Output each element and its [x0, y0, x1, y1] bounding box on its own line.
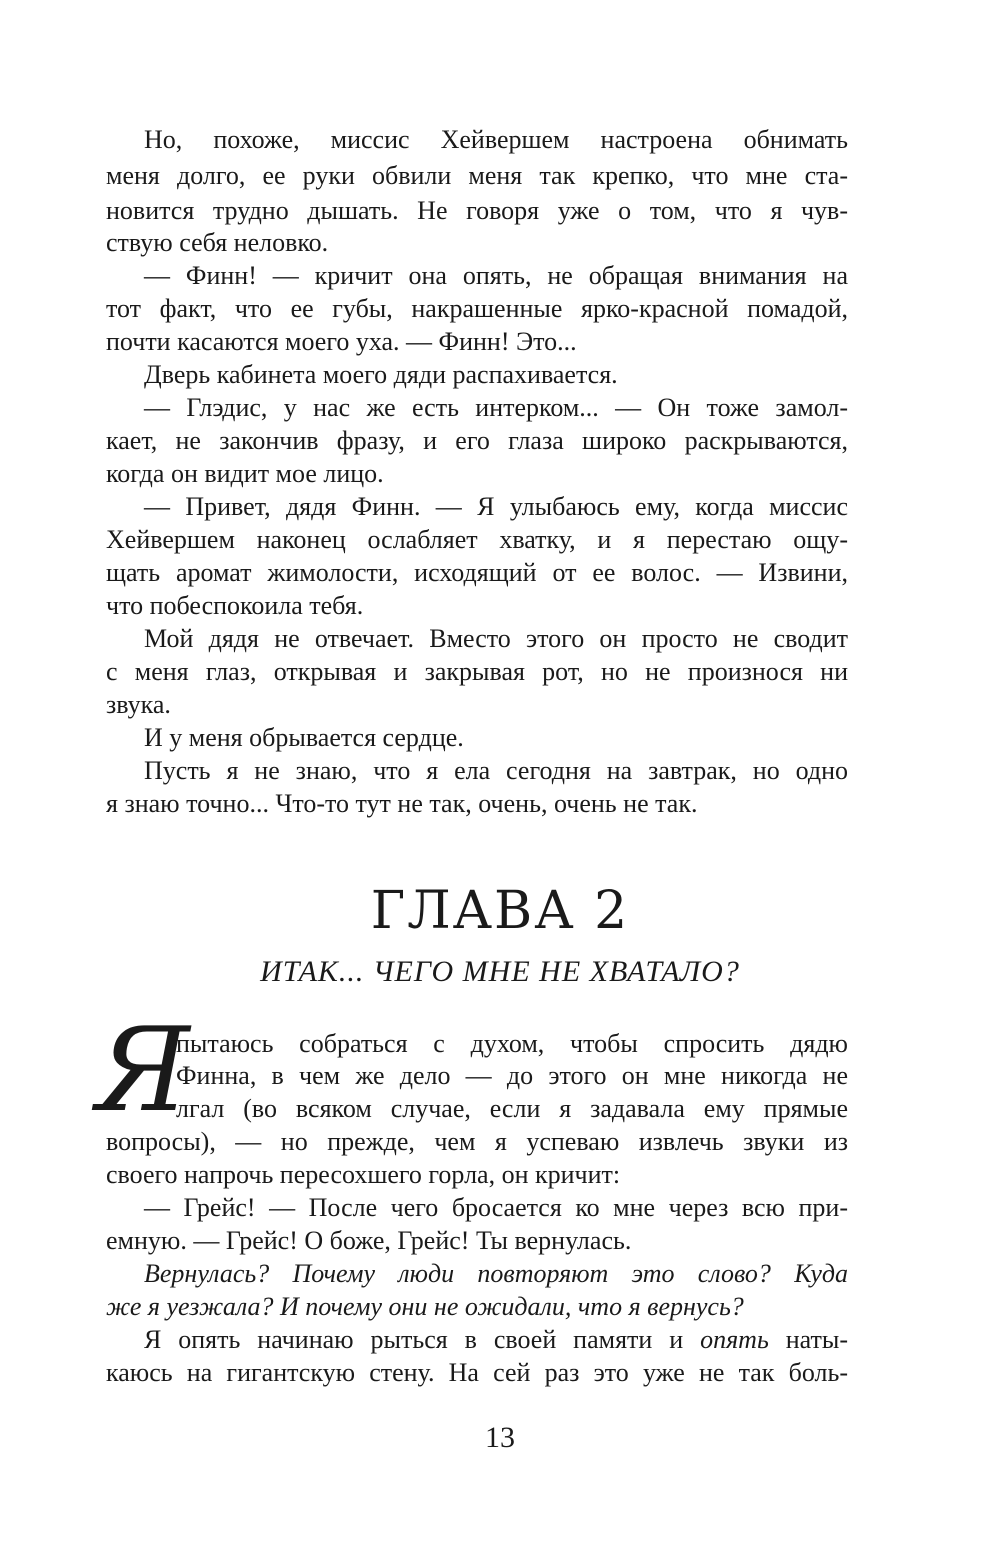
- text-line: новится трудно дышать. Не говоря уже о том, что я чув-: [106, 196, 848, 225]
- text-line: звука.: [106, 690, 171, 719]
- text-line: своего напрочь пересохшего горла, он кричит:: [106, 1160, 621, 1189]
- text-line: почти касаются моего уха. — Финн! Это...: [106, 327, 577, 356]
- text-line: — Привет, дядя Финн. — Я улыбаюсь ему, когда миссис: [144, 492, 848, 521]
- text-line: же я уезжала? И почему они не ожидали, что я вернусь?: [106, 1292, 744, 1321]
- text-span: наты-: [768, 1325, 848, 1354]
- text-line: я знаю точно... Что-то тут не так, очень, очень не так.: [106, 789, 698, 818]
- drop-cap: Я: [96, 1003, 190, 1138]
- emphasis-span: опять: [700, 1325, 769, 1354]
- text-line: Мой дядя не отвечает. Вместо этого он просто не сводит: [144, 624, 848, 653]
- text-line: тот факт, что ее губы, накрашенные ярко-красной помадой,: [106, 294, 848, 323]
- text-line: И у меня обрывается сердце.: [144, 723, 464, 752]
- text-line: когда он видит мое лицо.: [106, 459, 384, 488]
- text-line: — Грейс! — После чего бросается ко мне через всю при-: [144, 1193, 848, 1222]
- page-number: 13: [485, 1421, 515, 1454]
- text-line: меня долго, ее руки обвили меня так крепко, что мне ста-: [106, 161, 848, 190]
- chapter-title: ГЛАВА 2: [370, 881, 630, 941]
- text-span: Я опять начинаю рыться в своей памяти и: [144, 1325, 701, 1354]
- text-line: Но, похоже, миссис Хейвершем настроена обнимать: [144, 125, 848, 154]
- text-line: что побеспокоила тебя.: [106, 591, 364, 620]
- text-line: каюсь на гигантскую стену. На сей раз это уже не так боль-: [106, 1358, 848, 1387]
- text-line: Дверь кабинета моего дяди распахивается.: [144, 360, 618, 389]
- chapter-subtitle: ИТАК... ЧЕГО МНЕ НЕ ХВАТАЛО?: [260, 955, 740, 988]
- text-line: пытаюсь собраться с духом, чтобы спросить дядю: [176, 1029, 848, 1058]
- text-line: Хейвершем наконец ослабляет хватку, и я перестаю ощу-: [106, 525, 848, 554]
- text-line: кает, не закончив фразу, и его глаза широко раскрываются,: [106, 426, 848, 455]
- text-line: с меня глаз, открывая и закрывая рот, но не произнося ни: [106, 657, 848, 686]
- text-line: Пусть я не знаю, что я ела сегодня на завтрак, но одно: [144, 756, 848, 785]
- text-line: емную. — Грейс! О боже, Грейс! Ты вернулась.: [106, 1226, 632, 1255]
- text-line: [144, 1324, 848, 1356]
- text-line: вопросы), — но прежде, чем я успеваю извлечь звуки из: [106, 1127, 848, 1156]
- text-line: — Финн! — кричит она опять, не обращая внимания на: [144, 261, 848, 290]
- text-line: — Глэдис, у нас же есть интерком... — Он тоже замол-: [144, 393, 848, 422]
- text-line: щать аромат жимолости, исходящий от ее волос. — Извини,: [106, 558, 848, 587]
- text-line: лгал (во всяком случае, если я задавала ему прямые: [176, 1094, 848, 1123]
- text-line: Финна, в чем же дело — до этого он мне никогда не: [176, 1061, 848, 1090]
- text-line: ствую себя неловко.: [106, 228, 329, 257]
- text-line: Вернулась? Почему люди повторяют это слово? Куда: [144, 1259, 848, 1288]
